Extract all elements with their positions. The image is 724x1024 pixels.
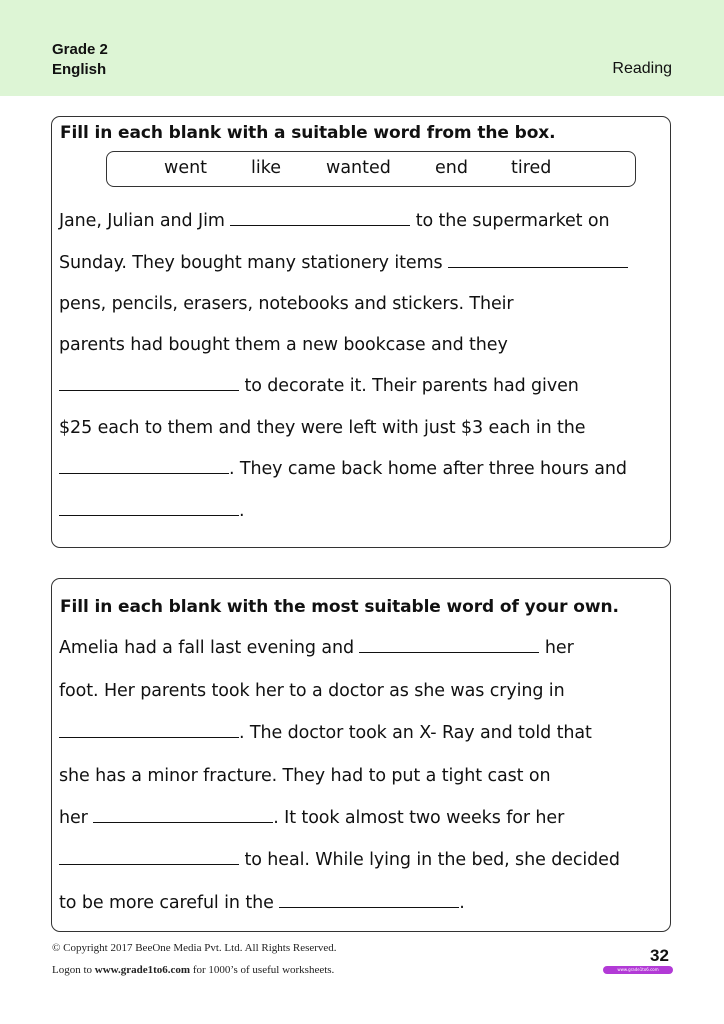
exercise-2-panel <box>51 578 671 932</box>
exercise-2-line <box>59 681 565 701</box>
exercise-1-line <box>59 459 627 479</box>
line-text: Jane, Julian and Jim <box>59 211 231 231</box>
line-text: . They came back home after three hours and <box>229 459 627 479</box>
answer-blank[interactable] <box>230 211 410 226</box>
exercise-2-line <box>59 766 550 786</box>
line-text: to decorate it. Their parents had given <box>239 376 579 396</box>
line-text: Sunday. They bought many stationery items <box>59 253 449 273</box>
grade-text: Grade 2 <box>52 41 108 58</box>
line-text: . The doctor took an X- Ray and told that <box>239 723 592 743</box>
exercise-1-line <box>59 211 609 231</box>
line-text: to be more careful in the <box>59 893 280 913</box>
line-text: to heal. While lying in the bed, she decided <box>239 850 620 870</box>
site-pill <box>603 966 673 974</box>
line-text: . <box>239 501 245 521</box>
line-text: $25 each to them and they were left with just $3 each in the <box>59 418 586 438</box>
line-text: . <box>459 893 465 913</box>
grade-label <box>52 40 108 80</box>
exercise-1-line <box>59 294 514 314</box>
answer-blank[interactable] <box>279 893 459 908</box>
word-box-item: wanted <box>326 158 391 178</box>
worksheet-header <box>0 0 724 96</box>
exercise-2-instruction: Fill in each blank with the most suitable word of your own. <box>60 597 619 617</box>
answer-blank[interactable] <box>448 253 628 268</box>
logon-notice <box>52 964 334 976</box>
answer-blank[interactable] <box>59 723 239 738</box>
line-text: foot. Her parents took her to a doctor as she was crying in <box>59 681 565 701</box>
site-link[interactable]: www.grade1to6.com <box>94 964 191 976</box>
line-text: to the supermarket on <box>410 211 610 231</box>
exercise-1-panel <box>51 116 671 548</box>
line-text: her <box>59 808 94 828</box>
answer-blank[interactable] <box>59 850 239 865</box>
line-text: her <box>539 638 574 658</box>
exercise-1-line <box>59 253 628 273</box>
line-text: she has a minor fracture. They had to put a tight cast on <box>59 766 551 786</box>
exercise-1-line <box>59 376 579 396</box>
line-text: . It took almost two weeks for her <box>273 808 565 828</box>
exercise-1-instruction: Fill in each blank with a suitable word from the box. <box>60 123 556 143</box>
answer-blank[interactable] <box>93 808 273 823</box>
word-box-item: went <box>164 158 208 178</box>
logon-prefix: Logon to <box>52 964 95 976</box>
word-box-item: end <box>435 158 468 178</box>
page-number: 32 <box>650 946 669 965</box>
answer-blank[interactable] <box>59 459 229 474</box>
answer-blank[interactable] <box>359 638 539 653</box>
exercise-1-line <box>59 501 244 521</box>
site-pill-text: www.grade1to6.com <box>617 967 659 972</box>
line-text: Amelia had a fall last evening and <box>59 638 360 658</box>
exercise-1-line <box>59 418 585 438</box>
copyright-notice: © Copyright 2017 BeeOne Media Pvt. Ltd. All Rights Reserved. <box>52 942 337 954</box>
line-text: pens, pencils, erasers, notebooks and stickers. Their <box>59 294 514 314</box>
section-label: Reading <box>612 60 672 77</box>
exercise-2-line <box>59 808 564 828</box>
exercise-2-line <box>59 850 620 870</box>
exercise-2-line <box>59 638 574 658</box>
word-box-item: tired <box>511 158 552 178</box>
line-text: parents had bought them a new bookcase and they <box>59 335 508 355</box>
word-box <box>106 151 636 187</box>
exercise-1-line <box>59 335 508 355</box>
subject-text: English <box>52 61 107 78</box>
answer-blank[interactable] <box>59 376 239 391</box>
word-box-item: like <box>251 158 282 178</box>
logon-suffix: for 1000’s of useful worksheets. <box>190 964 335 976</box>
answer-blank[interactable] <box>59 501 239 516</box>
exercise-2-line <box>59 893 465 913</box>
exercise-2-line <box>59 723 592 743</box>
